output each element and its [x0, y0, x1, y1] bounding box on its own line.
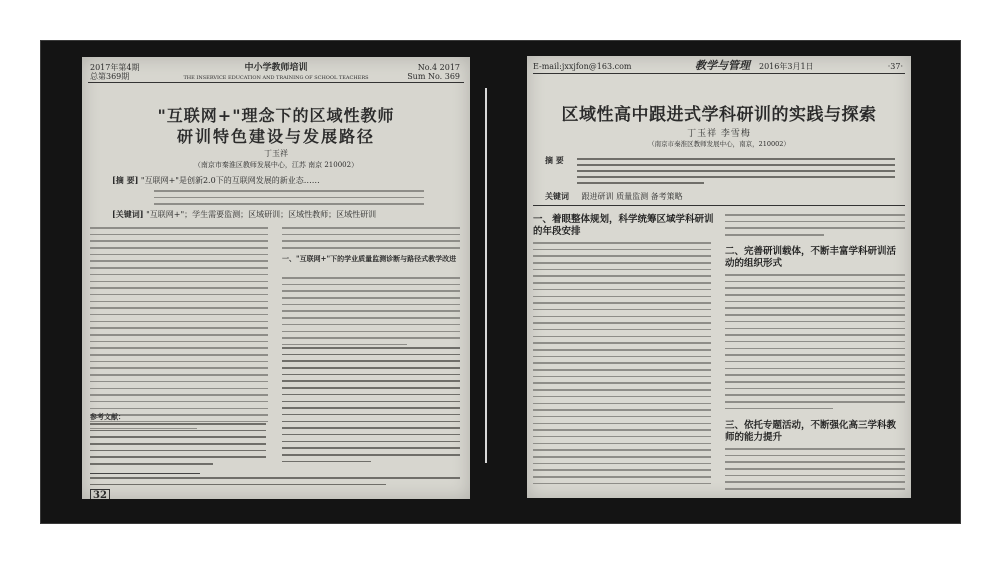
right-page-right-column-text [725, 274, 905, 414]
right-page-right-column-text-bottom [725, 448, 905, 495]
section-2-heading-right-cont: 动的组织形式 [725, 258, 783, 269]
journal-date: 2016年3月1日 [759, 62, 814, 71]
keywords-label: [关键词] [112, 209, 144, 219]
page-divider-line [485, 88, 487, 463]
abstract-label-right: 摘 要 [545, 155, 564, 165]
journal-email: E-mail:jxxjfon@163.com [533, 62, 632, 71]
left-column-body-text [90, 227, 268, 434]
photo-frame [40, 40, 961, 524]
page-number-right: ·37· [887, 62, 903, 71]
keywords-text: "互联网+"；学生需要监测；区域研训；区域性教师；区域性研训 [146, 210, 377, 219]
left-column-references [90, 423, 266, 470]
right-page-right-column-text-top [725, 214, 905, 241]
footnote-text [90, 477, 460, 490]
section-1-heading-right-cont: 的年段安排 [533, 226, 581, 237]
author-affiliation: （南京市秦淮区教师发展中心，江苏 南京 210002） [193, 161, 359, 169]
sum-number-en: Sum No. 369 [407, 72, 460, 81]
keywords [112, 209, 376, 220]
footnote-rule [90, 473, 200, 474]
right-column-body-text-top [282, 227, 460, 254]
journal-english-name: THE INSERVICE EDUCATION AND TRAINING OF SCHOOL TEACHERS [183, 75, 369, 81]
journal-name: 中小学教师培训 [244, 63, 308, 73]
section-3-heading-right: 三、依托专题活动，不断强化高三学科教 [725, 420, 897, 431]
abstract-label: [摘 要] [112, 175, 139, 185]
section-2-heading-right: 二、完善研训载体，不断丰富学科研训活 [725, 246, 897, 257]
section-1-heading-right: 一、着眼整体规划，科学统筹区域学科研训 [533, 214, 714, 225]
right-column-body-text [282, 277, 460, 351]
references-heading: 参考文献： [90, 412, 125, 421]
right-column-references [282, 347, 460, 467]
journal-name-right: 教学与管理 [695, 59, 750, 72]
total-issue-label: 总第369期 [90, 72, 130, 81]
article-authors-right: 丁玉祥 李雪梅 [687, 129, 751, 139]
issue-label: 2017年第4期 [90, 63, 140, 72]
issue-number-en: No.4 2017 [417, 63, 460, 72]
abstract-bottom-rule [533, 205, 905, 206]
article-title-line-2: 研训特色建设与发展路径 [176, 127, 375, 146]
article-title-right: 区域性高中跟进式学科研训的实践与探索 [561, 105, 877, 125]
article-author: 丁玉祥 [264, 149, 288, 158]
article-title-line-1: "互联网+"理念下的区域性教师 [157, 106, 395, 125]
right-journal-page [527, 56, 911, 498]
keywords-label-right: 关键词 [545, 191, 569, 201]
header-rule [88, 82, 464, 83]
left-journal-page [82, 57, 470, 499]
abstract-text: "互联网+"是创新2.0下的互联网发展的新业态…… [140, 176, 320, 185]
author-affiliation-right: （南京市秦淮区教师发展中心，南京，210002） [648, 140, 790, 148]
section-1-heading: 一、"互联网+"下的学业质量监测诊断与路径式教学改进 [282, 254, 457, 263]
abstract [112, 175, 320, 186]
header-rule-right [533, 73, 905, 74]
keywords-text-right: 跟进研训 质量监测 备考策略 [581, 192, 683, 201]
right-page-left-column-text [533, 242, 711, 489]
section-3-heading-right-cont: 师的能力提升 [725, 432, 783, 443]
page-number-left: 32 [90, 489, 110, 499]
keywords-right [545, 191, 683, 202]
abstract-text-lines [154, 190, 424, 210]
abstract-text-lines-right [577, 158, 895, 189]
